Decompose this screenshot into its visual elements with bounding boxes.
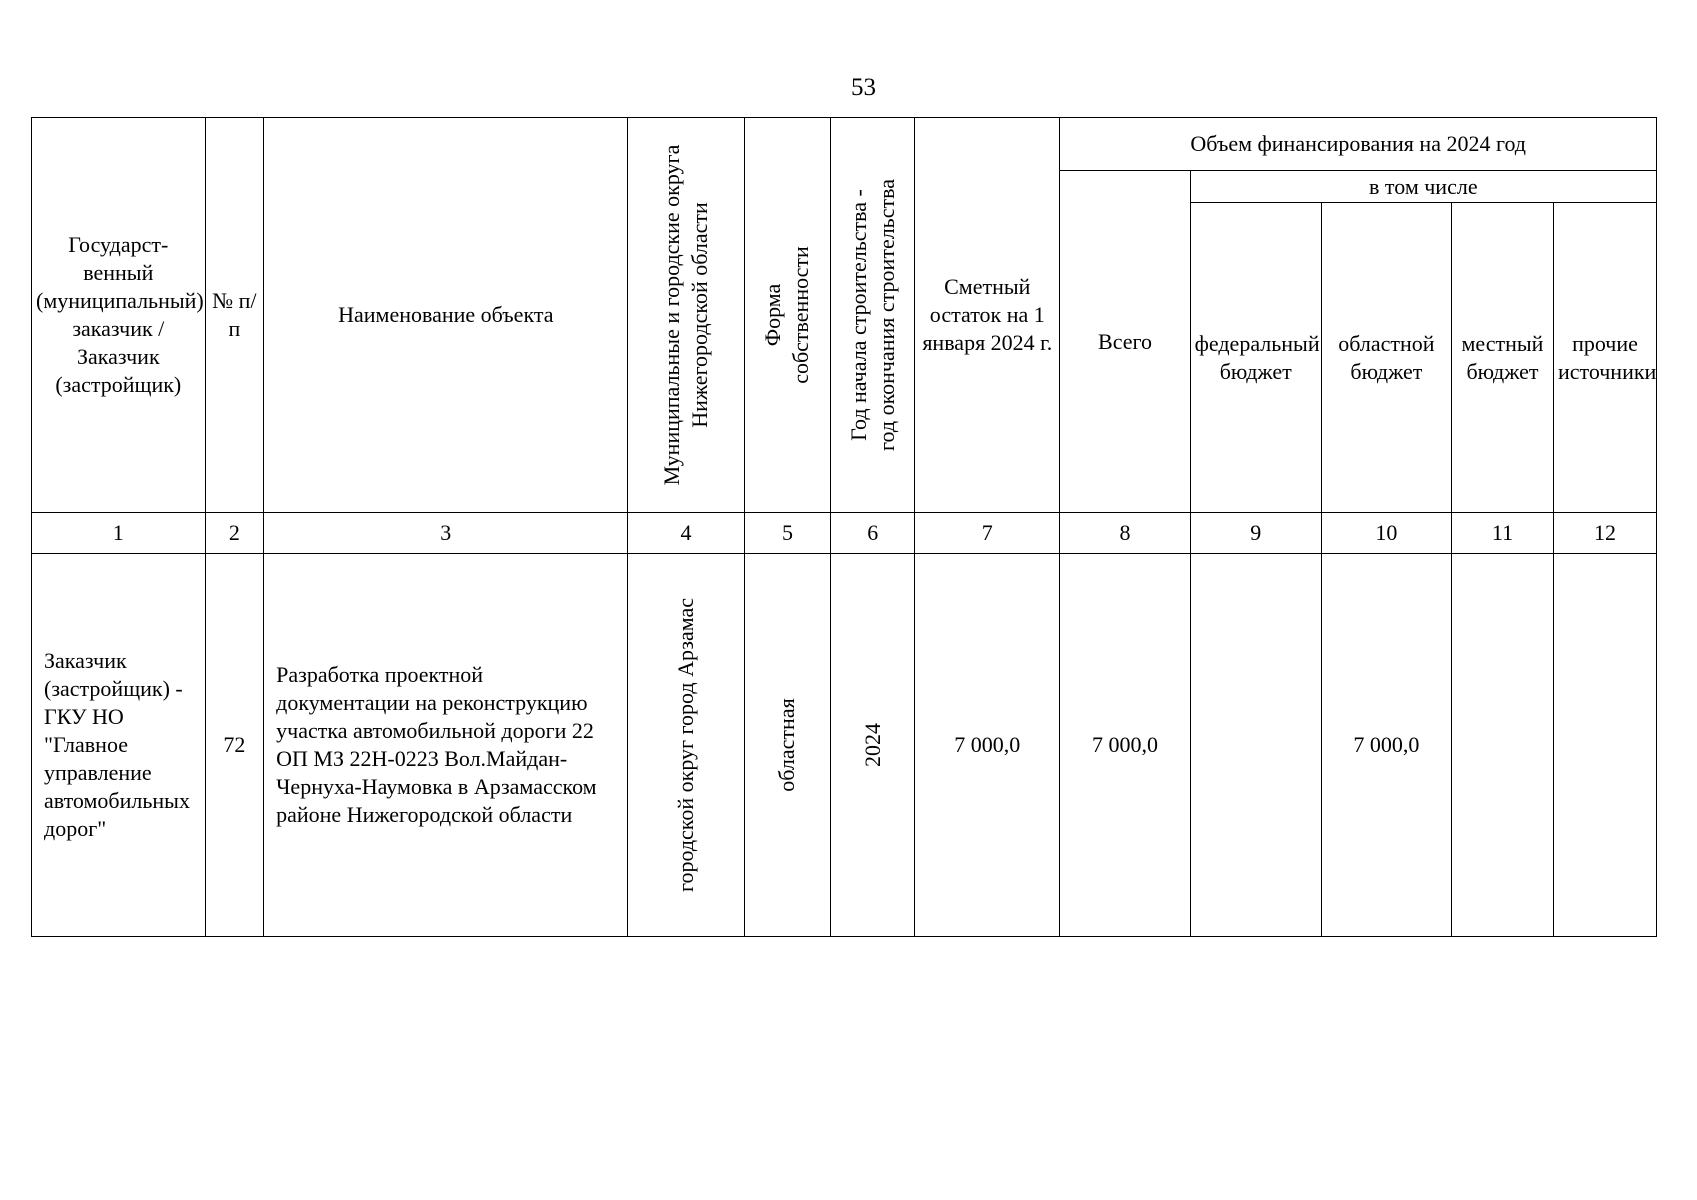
header-customer: Государст-венный (муниципальный) заказчик / Заказчик (застройщик) — [32, 118, 206, 513]
header-object-name: Наименование объекта — [264, 118, 628, 513]
table-row — [32, 554, 1657, 937]
column-number: 2 — [205, 513, 264, 554]
cell-object-name: Разработка проектной документации на реконструкцию участка автомобильной дороги 22 ОП МЗ 22Н-0223 Вол.Майдан-Чернуха-Наумовка в Арзамасском районе Нижегородской области — [264, 554, 628, 937]
cell-regional: 7 000,0 — [1321, 554, 1451, 937]
cell-ownership — [744, 554, 831, 937]
column-number: 9 — [1190, 513, 1321, 554]
cell-other — [1553, 554, 1656, 937]
column-number: 8 — [1060, 513, 1190, 554]
header-years-line1: Год начала строительства - — [845, 189, 871, 441]
cell-district-text: городской округ город Арзамас — [673, 597, 699, 893]
column-number: 5 — [744, 513, 831, 554]
cell-years — [831, 554, 915, 937]
header-regional: областной бюджет — [1321, 203, 1451, 513]
header-district-line2: Нижегородской области — [687, 202, 713, 428]
header-row-1 — [32, 118, 1657, 171]
cell-district — [628, 554, 744, 937]
column-number: 4 — [628, 513, 744, 554]
cell-estimate-balance: 7 000,0 — [915, 554, 1060, 937]
header-ownership-line2: собственности — [788, 246, 814, 384]
column-number: 6 — [831, 513, 915, 554]
header-ownership-line1: Форма — [760, 283, 786, 347]
cell-local — [1452, 554, 1554, 937]
header-estimate-balance: Сметный остаток на 1 января 2024 г. — [915, 118, 1060, 513]
header-district-line1: Муниципальные и городские округа — [659, 144, 685, 486]
header-total: Всего — [1060, 171, 1190, 513]
cell-number: 72 — [205, 554, 264, 937]
column-number: 11 — [1452, 513, 1554, 554]
column-numbers-row — [32, 513, 1657, 554]
cell-ownership-text: областная — [774, 698, 800, 792]
header-ownership — [744, 118, 831, 513]
header-district — [628, 118, 744, 513]
header-including: в том числе — [1190, 171, 1656, 203]
column-number: 12 — [1553, 513, 1656, 554]
column-number: 7 — [915, 513, 1060, 554]
financing-table — [31, 117, 1657, 937]
header-local: местный бюджет — [1452, 203, 1554, 513]
cell-federal — [1190, 554, 1321, 937]
page-number: 53 — [851, 74, 876, 101]
header-federal: федеральный бюджет — [1190, 203, 1321, 513]
header-years-line2: год окончания строительства — [873, 179, 899, 451]
header-years — [831, 118, 915, 513]
header-financing-group: Объем финансирования на 2024 год — [1060, 118, 1657, 171]
column-number: 3 — [264, 513, 628, 554]
column-number: 10 — [1321, 513, 1451, 554]
cell-total: 7 000,0 — [1060, 554, 1190, 937]
column-number: 1 — [32, 513, 206, 554]
cell-customer: Заказчик (застройщик) - ГКУ НО "Главное управление автомобильных дорог" — [32, 554, 206, 937]
cell-years-text: 2024 — [859, 723, 885, 767]
header-other: прочие источники — [1553, 203, 1656, 513]
header-number: № п/п — [205, 118, 264, 513]
